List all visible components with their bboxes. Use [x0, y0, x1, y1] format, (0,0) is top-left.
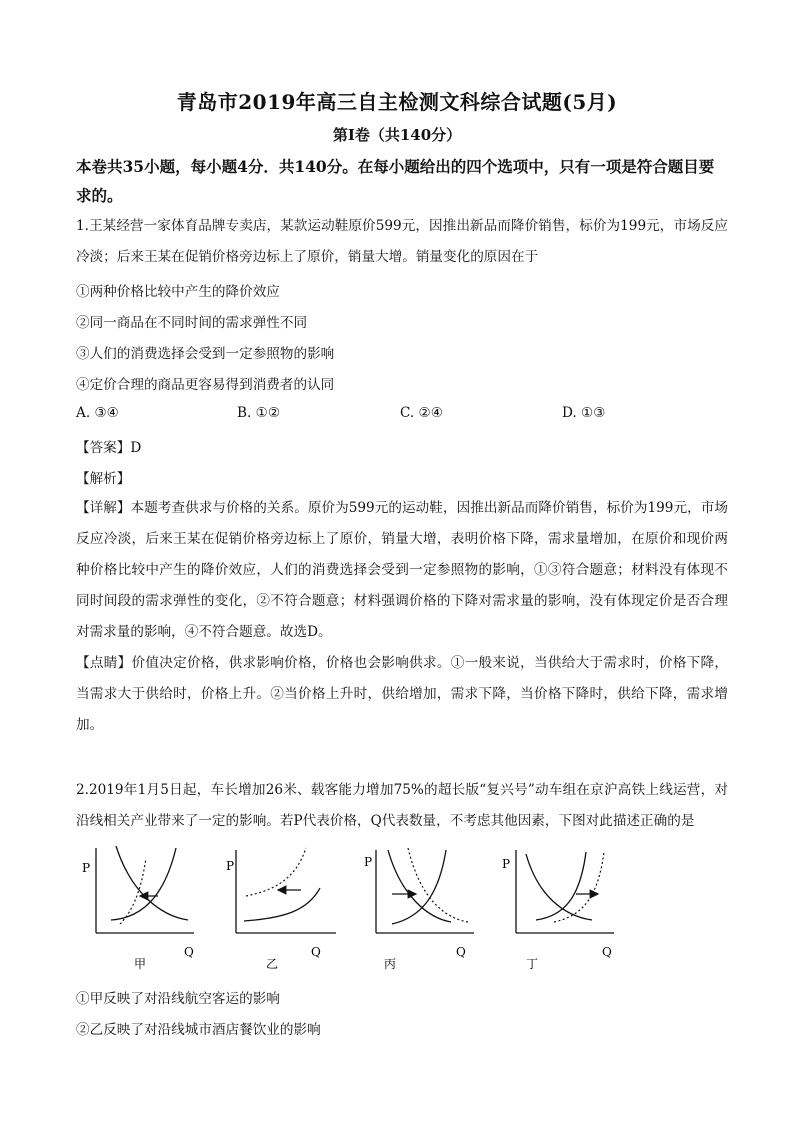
- graph-jia-q-label: Q: [184, 945, 194, 959]
- q1-item-2: ②同一商品在不同时间的需求弹性不同: [76, 315, 308, 331]
- q1-option-c: C. ②④: [400, 405, 443, 421]
- graph-ding-name: 丁: [526, 957, 539, 971]
- graph-yi-q-label: Q: [311, 945, 321, 959]
- section-subtitle: 第Ⅰ卷（共140分）: [332, 126, 462, 144]
- graph-bing-supply-curve: [392, 850, 446, 924]
- q2-graphs: [76, 838, 736, 978]
- q1-option-a: A. ③④: [76, 405, 119, 421]
- graph-bing-name: 丙: [384, 957, 397, 971]
- graph-bing-demand-curve: [388, 850, 451, 922]
- graph-ding-q-label: Q: [602, 945, 612, 959]
- page-title: 青岛市2019年高三自主检测文科综合试题(5月): [176, 90, 618, 114]
- graph-jia-name: 甲: [134, 957, 147, 971]
- graph-ding-demand-curve: [526, 854, 592, 920]
- q1-option-d: D. ①③: [562, 405, 606, 421]
- section-intro: 本卷共35小题，每小题4分．共140分。在每小题给出的四个选项中，只有一项是符合题目要求的。: [76, 157, 715, 205]
- graph-jia: [82, 846, 194, 971]
- q1-analysis-label: 【解析】: [76, 471, 131, 487]
- graph-yi-supply-curve: [244, 888, 320, 921]
- graph-ding-p-label: P: [502, 857, 511, 871]
- q2-item-1: ①甲反映了对沿线航空客运的影响: [76, 991, 280, 1007]
- graph-yi-shifted-curve: [246, 848, 306, 896]
- q1-stem: 1.王某经营一家体育品牌专卖店，某款运动鞋原价599元，因推出新品而降价销售，标价为199元，市场反应冷淡；后来王某在促销价格旁边标上了原价，销量大增。销量变化的原因在于: [76, 218, 728, 265]
- q1-answer: 【答案】D: [76, 440, 142, 456]
- q1-item-3: ③人们的消费选择会受到一定参照物的影响: [76, 346, 335, 362]
- graph-bing-p-label: P: [364, 855, 373, 869]
- q1-detail: 【详解】本题考查供求与价格的关系。原价为599元的运动鞋，因推出新品而降价销售，标价为199元，市场反应冷淡，后来王某在促销价格旁边标上了原价，销量大增，表明价格下降，需求量增加，在原价和现价两种价格比较中产生的降价效应，人们的消费选择会受到一定参照物的影响，①③符合题意；材料没有体现不同时间段的需求弹性的变化，②不符合题意；材料强调价格的下降对需求量的影响，没有体现定价是否合理对需求量的影响，④不符合题意。故选D。: [76, 500, 728, 640]
- q1-comment: 【点睛】价值决定价格，供求影响价格，价格也会影响供求。①一般来说，当供给大于需求时，价格下降，当需求大于供给时，价格上升。②当价格上升时，供给增加，需求下降，当价格下降时，供给下降，需求增加。: [76, 655, 728, 733]
- graph-bing-q-label: Q: [456, 945, 466, 959]
- q1-item-4: ④定价合理的商品更容易得到消费者的认同: [76, 377, 335, 393]
- q2-stem: 2.2019年1月5日起，车长增加26米、载客能力增加75%的超长版“复兴号”动车组在京沪高铁上线运营，对沿线相关产业带来了一定的影响。若P代表价格，Q代表数量，不考虑其他因素，下图对此描述正确的是: [76, 782, 728, 829]
- q1-item-1: ①两种价格比较中产生的降价效应: [76, 284, 280, 300]
- q1-option-b: B. ①②: [237, 405, 281, 421]
- graph-ding-shifted-curve: [554, 852, 604, 922]
- graph-jia-p-label: P: [82, 861, 91, 875]
- graph-yi-p-label: P: [226, 859, 235, 873]
- graph-jia-demand-curve: [116, 846, 188, 920]
- graph-ding-supply-curve: [536, 852, 586, 920]
- q2-item-2: ②乙反映了对沿线城市酒店餐饮业的影响: [76, 1022, 321, 1038]
- graph-yi: [226, 848, 336, 971]
- graph-bing-shifted-curve: [408, 848, 468, 922]
- graph-bing: [364, 848, 474, 971]
- graph-ding: [502, 850, 614, 971]
- graph-yi-name: 乙: [266, 957, 279, 971]
